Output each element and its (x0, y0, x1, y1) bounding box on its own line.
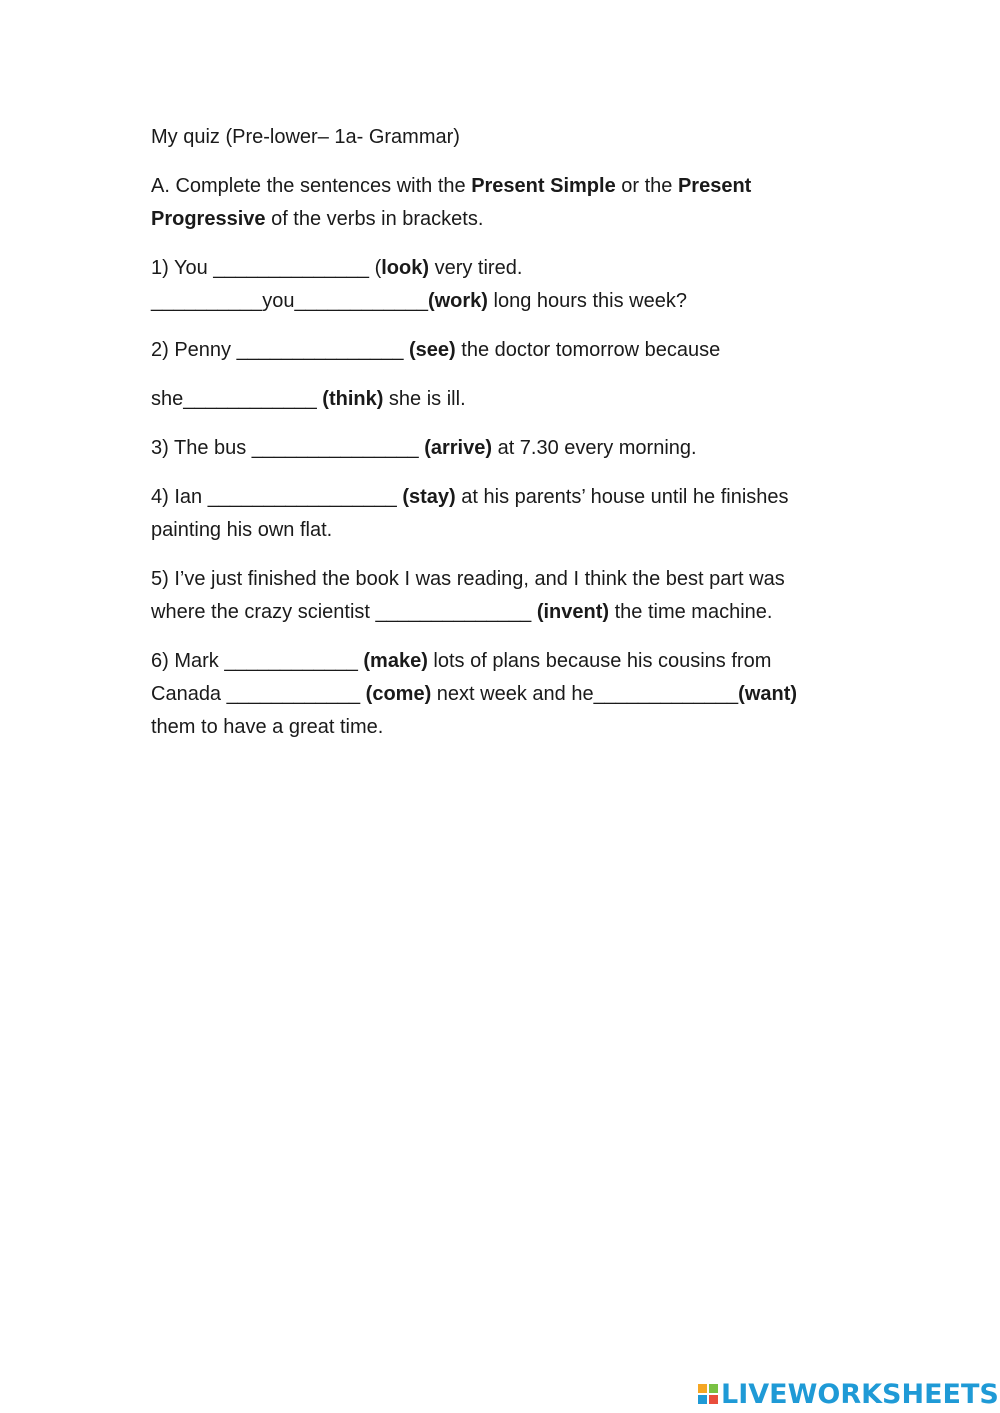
question-text: 2) Penny _______________ (151, 339, 410, 361)
question-text: 3) The bus _______________ (151, 437, 425, 459)
liveworksheets-logo-icon (698, 1384, 718, 1404)
liveworksheets-logo (698, 1378, 999, 1410)
question-3 (151, 432, 851, 465)
question-text: 6) Mark ____________ (151, 650, 364, 672)
question-text: painting his own flat. (151, 519, 333, 541)
question-text: them to have a great time. (151, 716, 384, 738)
question-text: she is ill. (383, 388, 466, 410)
verb-come: (come) (365, 683, 432, 705)
instruction-text: A. Complete the sentences with the (151, 175, 472, 197)
question-text: where the crazy scientist ______________ (151, 601, 537, 623)
question-5 (151, 563, 851, 629)
question-text: the doctor tomorrow because (455, 339, 721, 361)
worksheet (151, 121, 851, 760)
verb-work: (work) (427, 290, 488, 312)
logo-square (698, 1395, 707, 1404)
question-1 (151, 252, 851, 318)
instruction-bold-present: Present (677, 175, 752, 197)
question-text: long hours this week? (487, 290, 687, 312)
question-text: __________you____________ (151, 290, 428, 312)
question-6 (151, 645, 851, 744)
question-text: at 7.30 every morning. (492, 437, 697, 459)
instruction-text: of the verbs in brackets. (265, 208, 484, 230)
liveworksheets-logo-text: LIVEWORKSHEETS (721, 1378, 999, 1410)
verb-see: (see) (409, 339, 456, 361)
verb-arrive: (arrive) (424, 437, 493, 459)
verb-make: (make) (363, 650, 428, 672)
question-4 (151, 481, 851, 547)
verb-stay: (stay) (402, 486, 456, 508)
question-2 (151, 334, 851, 416)
question-text: Canada ____________ (151, 683, 366, 705)
verb-want: (want) (738, 683, 798, 705)
question-text: very tired. (429, 257, 523, 279)
question-text: lots of plans because his cousins from (427, 650, 772, 672)
verb-look: look) (381, 257, 430, 279)
question-text: 5) I’ve just finished the book I was reading, and I think the best part was (151, 568, 785, 590)
question-text: she____________ (151, 388, 323, 410)
question-text: 1) You ______________ ( (151, 257, 382, 279)
question-text: the time machine. (609, 601, 773, 623)
verb-think: (think) (322, 388, 384, 410)
question-text: next week and he_____________ (431, 683, 739, 705)
logo-square (709, 1395, 718, 1404)
logo-square (698, 1384, 707, 1393)
logo-square (709, 1384, 718, 1393)
instruction-bold-present-simple: Present Simple (471, 175, 616, 197)
instruction-bold-progressive: Progressive (151, 208, 266, 230)
verb-invent: (invent) (536, 601, 610, 623)
instruction-text: or the (615, 175, 678, 197)
page-title: My quiz (Pre-lower– 1a- Grammar) (151, 126, 460, 148)
instruction (151, 170, 851, 236)
question-text: at his parents’ house until he finishes (455, 486, 789, 508)
question-text: 4) Ian _________________ (151, 486, 403, 508)
